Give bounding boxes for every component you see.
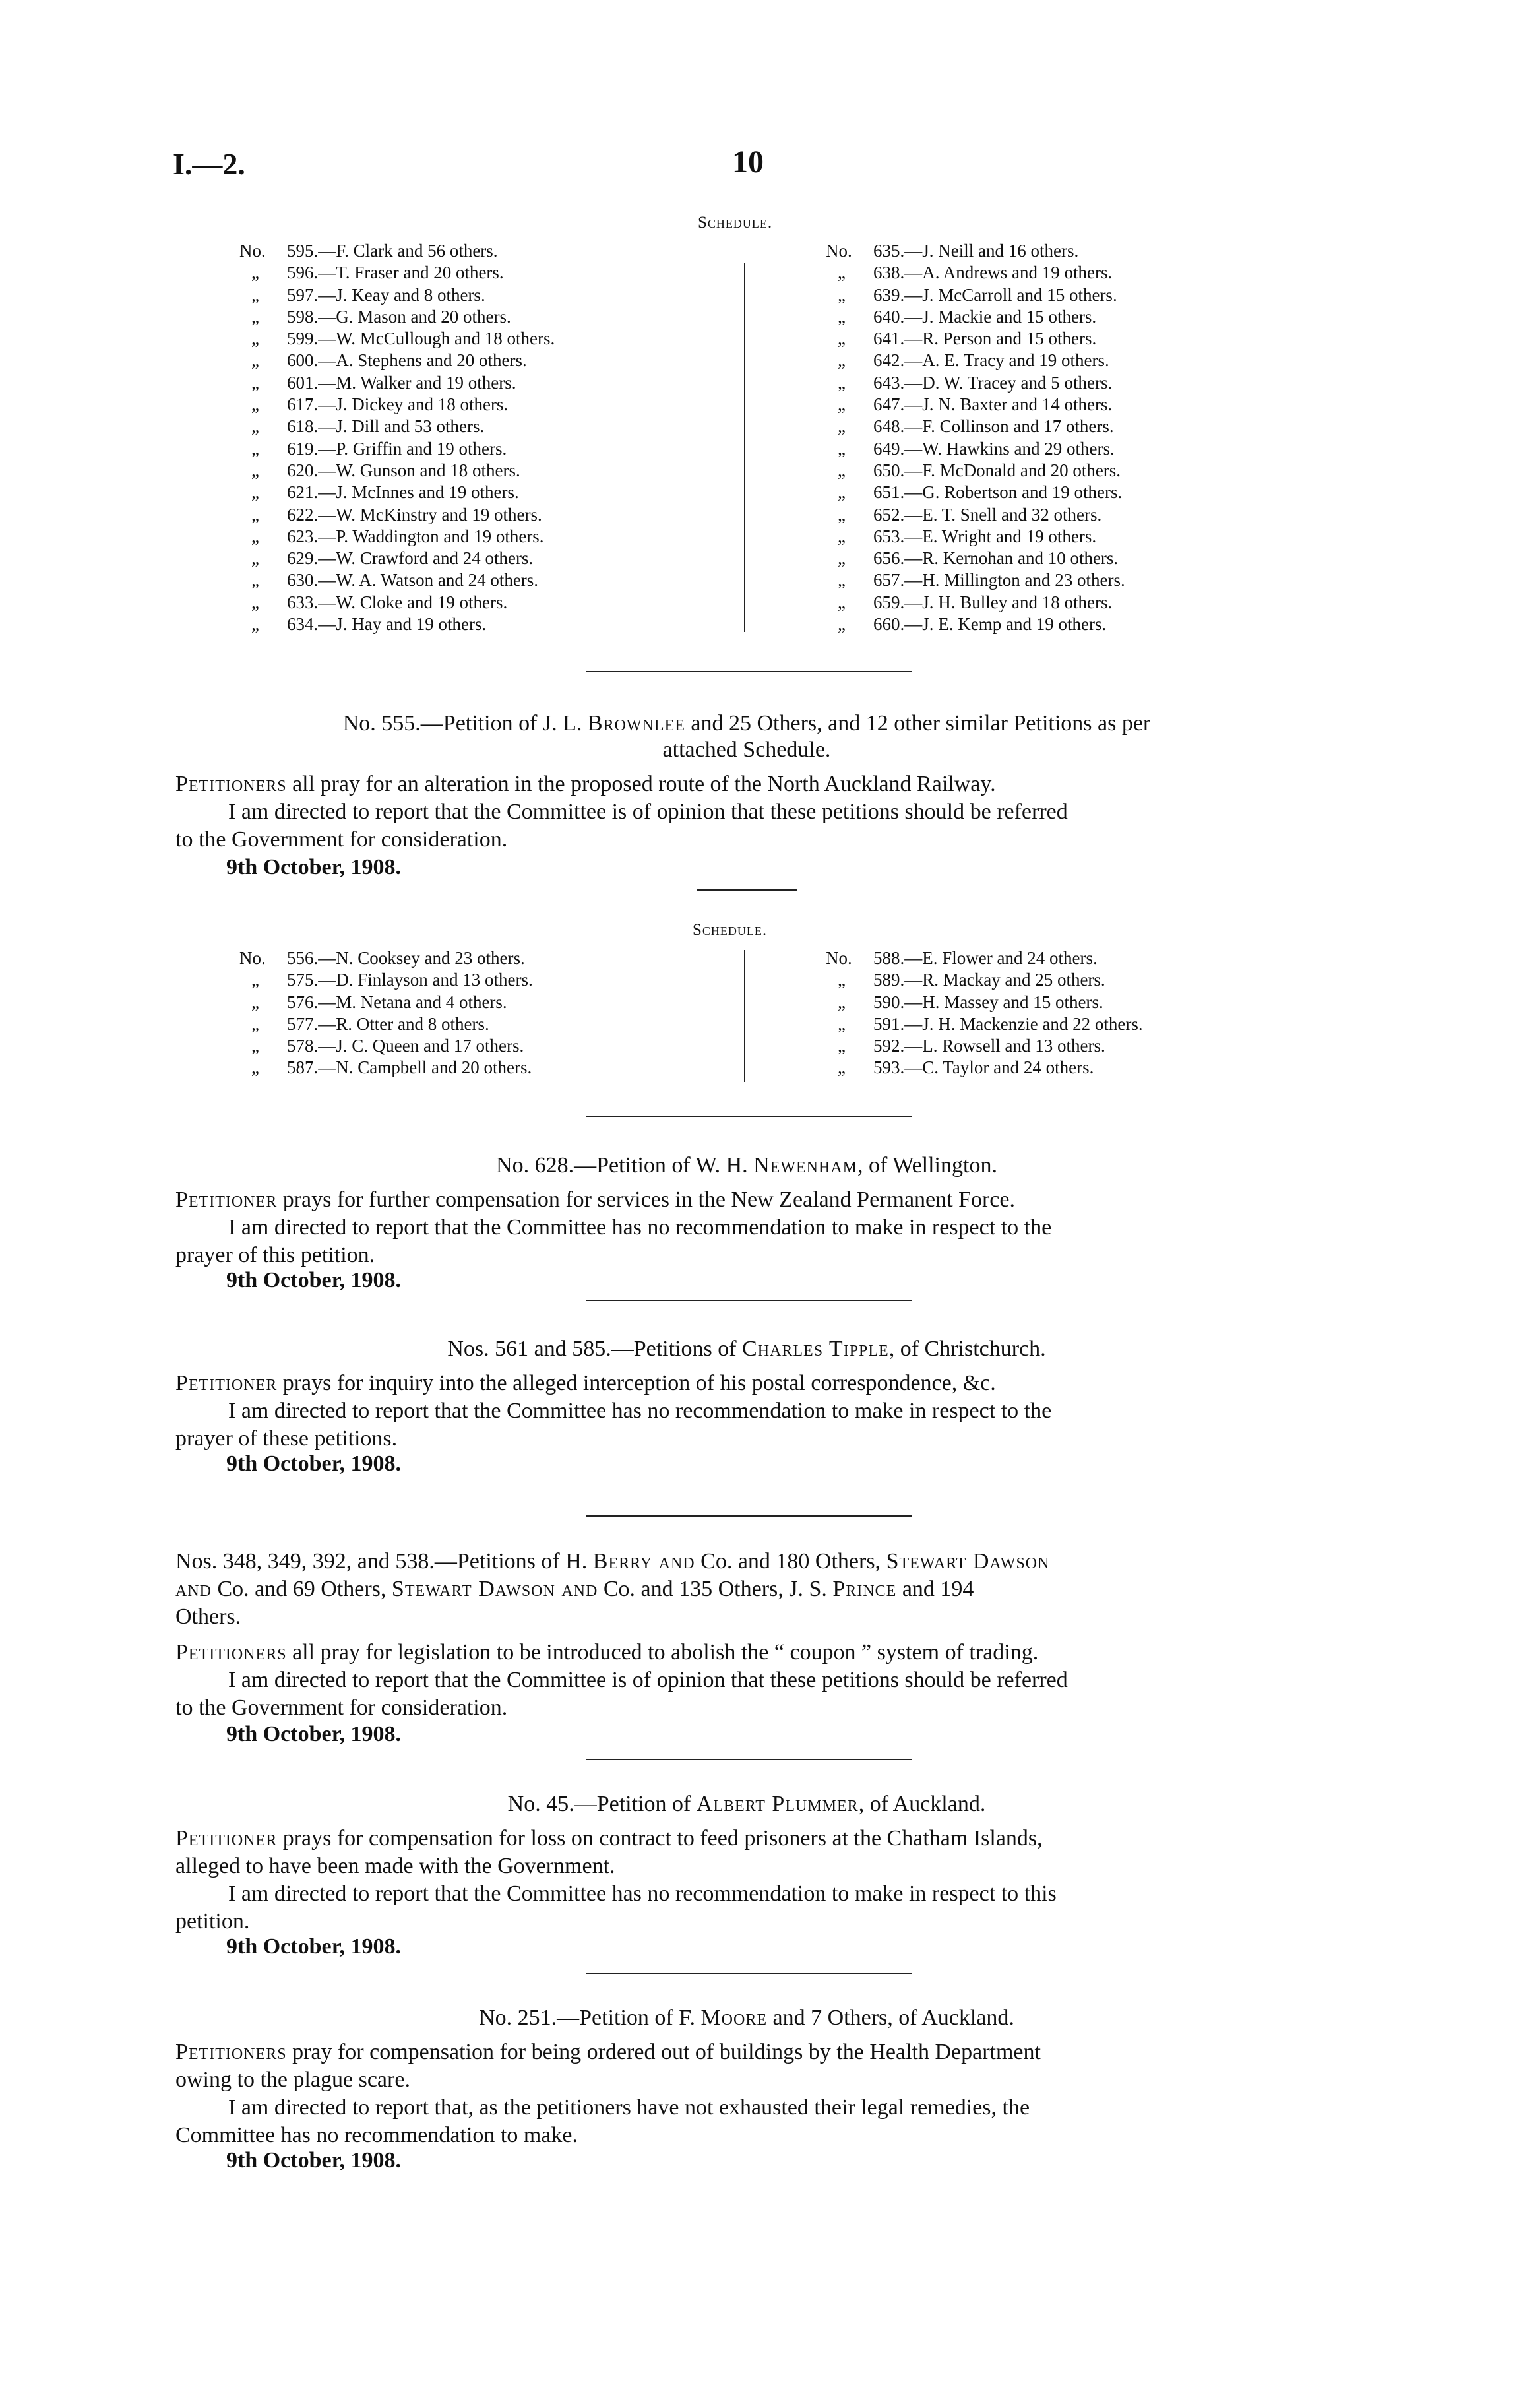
schedule-1-right-column [826, 240, 1125, 635]
schedule-entry: „ 601.—M. Walker and 19 others. [251, 372, 516, 393]
petition-555-body: Petitioners all pray for an alteration in the proposed route of the North Auckland Railway. I am directed to report that the Committee is of opinion that these petitions should be referred to the Government for consideration. [175, 772, 1068, 852]
schedule-entry: „ 617.—J. Dickey and 18 others. [251, 395, 509, 415]
schedule-entry: „ 621.—J. McInnes and 19 others. [251, 482, 519, 503]
petition-348-date: 9th October, 1908. [226, 1722, 402, 1746]
schedule-2-divider [744, 950, 745, 1082]
schedule-entry: „ 592.—L. Rowsell and 13 others. [838, 1036, 1105, 1056]
schedule-entry: „ 649.—W. Hawkins and 29 others. [838, 438, 1115, 459]
schedule-1-divider [744, 263, 745, 632]
schedule-entry: „ 623.—P. Waddington and 19 others. [251, 526, 544, 546]
schedule-entry: „ 622.—W. McKinstry and 19 others. [251, 504, 542, 524]
schedule-entry: „ 659.—J. H. Bulley and 18 others. [838, 592, 1113, 612]
schedule-entry: „ 640.—J. Mackie and 15 others. [838, 306, 1097, 327]
section-rule [586, 1759, 912, 1760]
schedule-entry: „ 650.—F. McDonald and 20 others. [838, 460, 1121, 480]
schedule-entry: „ 596.—T. Fraser and 20 others. [251, 263, 504, 283]
petition-45-heading: No. 45.—Petition of Albert Plummer, of Auckland. [507, 1792, 986, 1816]
schedule-entry: „ 620.—W. Gunson and 18 others. [251, 460, 520, 480]
schedule-1-left-column [239, 240, 555, 635]
petition-561-date: 9th October, 1908. [226, 1451, 402, 1476]
petition-628-date: 9th October, 1908. [226, 1268, 402, 1292]
schedule-entry: „ 600.—A. Stephens and 20 others. [251, 350, 527, 371]
schedule-2-title: Schedule. [693, 921, 768, 939]
schedule-entry: „ 597.—J. Keay and 8 others. [251, 284, 485, 305]
schedule-1-title: Schedule. [698, 214, 773, 232]
schedule-entry: No. 635.—J. Neill and 16 others. [826, 241, 1079, 261]
schedule-entry: „ 633.—W. Cloke and 19 others. [251, 592, 508, 612]
schedule-2-right-column [826, 947, 1143, 1079]
schedule-entry: „ 629.—W. Crawford and 24 others. [251, 548, 534, 569]
section-rule [586, 1515, 912, 1517]
schedule-entry: „ 656.—R. Kernohan and 10 others. [838, 548, 1119, 569]
petition-45-body: Petitioner prays for compensation for loss on contract to feed prisoners at the Chatham Islands, alleged to have been made with the Government. I am directed to report that the Committee has no recommendation to make in respect to this petition. [175, 1826, 1057, 1934]
schedule-entry: „ 642.—A. E. Tracy and 19 others. [838, 350, 1109, 371]
section-rule [586, 1973, 912, 1974]
petition-45-date: 9th October, 1908. [226, 1934, 402, 1959]
schedule-2-left-column [239, 947, 533, 1079]
section-rule [586, 671, 912, 672]
schedule-entry: „ 657.—H. Millington and 23 others. [838, 570, 1125, 590]
petition-555-date: 9th October, 1908. [226, 855, 402, 879]
petition-561-heading: Nos. 561 and 585.—Petitions of Charles Tipple, of Christchurch. [447, 1337, 1046, 1361]
page-number: 10 [732, 144, 764, 179]
schedule-entry: „ 578.—J. C. Queen and 17 others. [251, 1036, 524, 1056]
schedule-entry: „ 575.—D. Finlayson and 13 others. [251, 970, 533, 990]
schedule-entry: „ 660.—J. E. Kemp and 19 others. [838, 614, 1107, 635]
schedule-entry: No. 595.—F. Clark and 56 others. [239, 241, 498, 261]
schedule-entry: „ 652.—E. T. Snell and 32 others. [838, 504, 1102, 524]
petition-348-heading: Nos. 348, 349, 392, and 538.—Petitions of H. Berry and Co. and 180 Others, Stewart Dawson and Co. and 69 Others, Stewart Dawson and Co. and 135 Others, J. S. Prince and 194 Others. [175, 1549, 1050, 1629]
schedule-entry: „ 577.—R. Otter and 8 others. [251, 1013, 489, 1034]
petition-555-heading-cont: attached Schedule. [662, 738, 831, 762]
schedule-entry: „ 634.—J. Hay and 19 others. [251, 614, 487, 635]
petition-555-heading: No. 555.—Petition of J. L. Brownlee and 25 Others, and 12 other similar Petitions as per [342, 711, 1151, 736]
schedule-entry: „ 593.—C. Taylor and 24 others. [838, 1058, 1094, 1078]
schedule-entry: „ 643.—D. W. Tracey and 5 others. [838, 372, 1113, 393]
schedule-entry: „ 619.—P. Griffin and 19 others. [251, 438, 507, 459]
schedule-entry: „ 630.—W. A. Watson and 24 others. [251, 570, 539, 590]
schedule-entry: „ 589.—R. Mackay and 25 others. [838, 970, 1105, 990]
schedule-entry: „ 599.—W. McCullough and 18 others. [251, 329, 555, 349]
schedule-entry: No. 588.—E. Flower and 24 others. [826, 948, 1098, 968]
section-rule [586, 1116, 912, 1117]
schedule-entry: „ 587.—N. Campbell and 20 others. [251, 1058, 532, 1078]
schedule-entry: „ 590.—H. Massey and 15 others. [838, 992, 1103, 1012]
schedule-entry: „ 647.—J. N. Baxter and 14 others. [838, 395, 1113, 415]
schedule-entry: „ 618.—J. Dill and 53 others. [251, 416, 485, 437]
schedule-entry: „ 638.—A. Andrews and 19 others. [838, 263, 1113, 283]
schedule-entry: „ 648.—F. Collinson and 17 others. [838, 416, 1114, 437]
schedule-entry: „ 653.—E. Wright and 19 others. [838, 526, 1097, 546]
petition-251-heading: No. 251.—Petition of F. Moore and 7 Others, of Auckland. [479, 2006, 1014, 2030]
page-reference: I.—2. [173, 147, 245, 181]
petition-561-body: Petitioner prays for inquiry into the alleged interception of his postal correspondence, &c. I am directed to report that the Committee has no recommendation to make in respect to the prayer of these petitions. [175, 1371, 1052, 1451]
petition-628-heading: No. 628.—Petition of W. H. Newenham, of Wellington. [496, 1153, 997, 1178]
petition-251-body: Petitioners pray for compensation for being ordered out of buildings by the Health Department owing to the plague scare. I am directed to report that, as the petitioners have not exhausted their legal remedies, the Committee has no recommendation to make. [175, 2040, 1041, 2147]
section-rule [586, 1300, 912, 1301]
short-rule [697, 889, 797, 891]
schedule-entry: No. 556.—N. Cooksey and 23 others. [239, 948, 525, 968]
petition-348-body: Petitioners all pray for legislation to be introduced to abolish the “ coupon ” system of trading. I am directed to report that the Committee is of opinion that these petitions should be referred to the Government for consideration. [175, 1640, 1068, 1720]
schedule-entry: „ 598.—G. Mason and 20 others. [251, 306, 511, 327]
schedule-entry: „ 639.—J. McCarroll and 15 others. [838, 284, 1117, 305]
petition-251-date: 9th October, 1908. [226, 2148, 402, 2172]
schedule-entry: „ 651.—G. Robertson and 19 others. [838, 482, 1123, 503]
schedule-entry: „ 576.—M. Netana and 4 others. [251, 992, 507, 1012]
schedule-entry: „ 591.—J. H. Mackenzie and 22 others. [838, 1013, 1143, 1034]
schedule-entry: „ 641.—R. Person and 15 others. [838, 329, 1097, 349]
petition-628-body: Petitioner prays for further compensation for services in the New Zealand Permanent Force. I am directed to report that the Committee has no recommendation to make in respect to the prayer of this petition. [175, 1188, 1052, 1267]
